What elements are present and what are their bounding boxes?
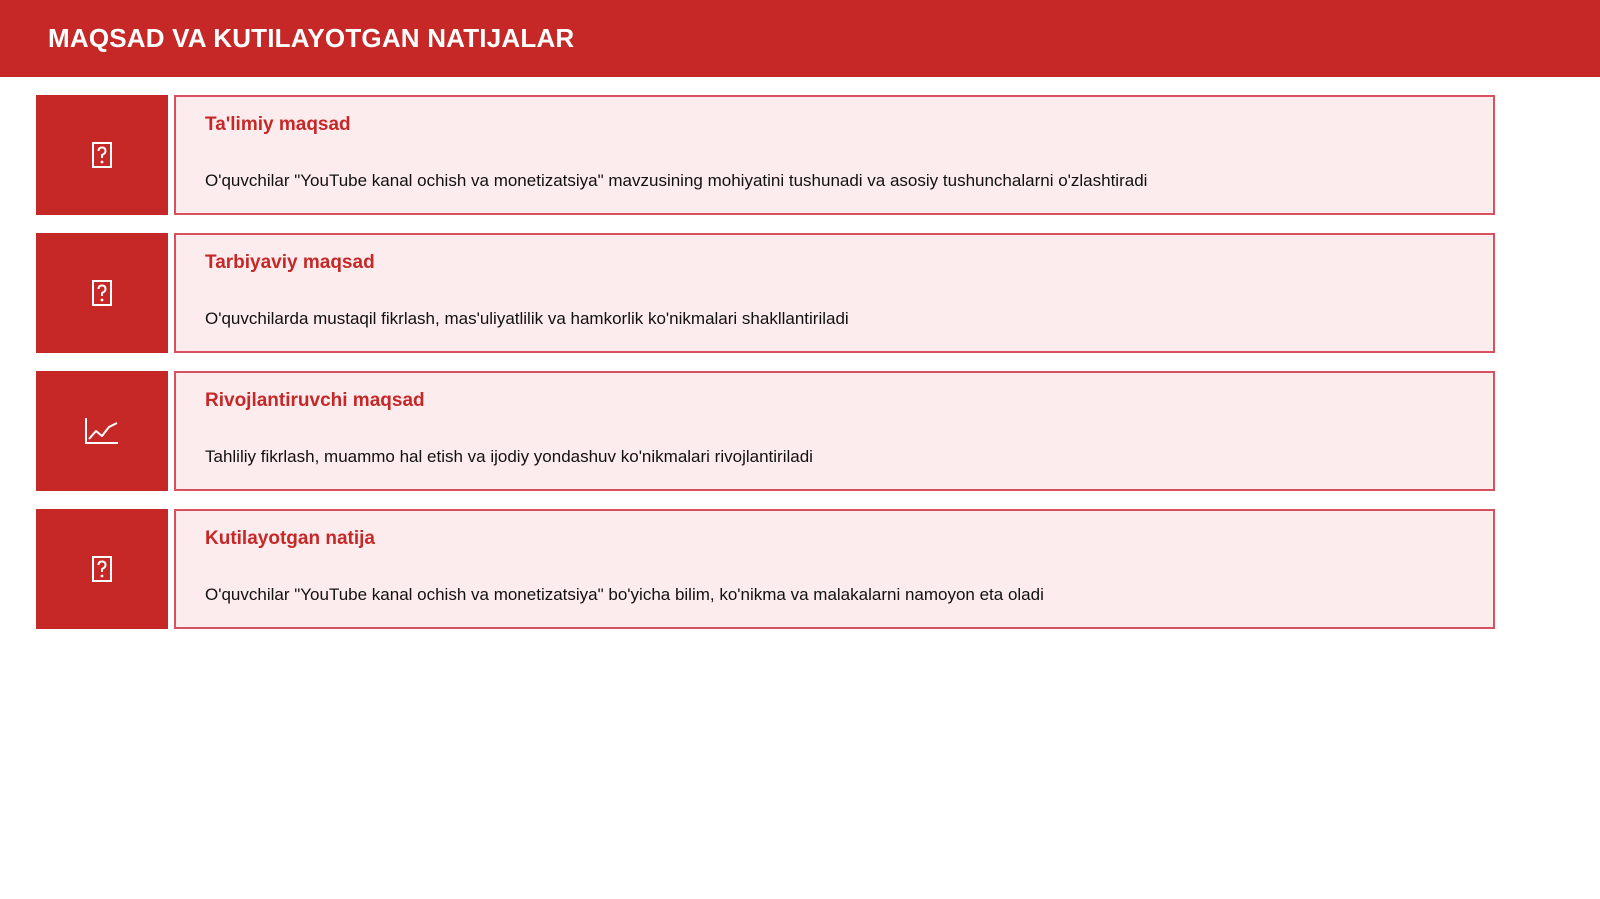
goal-description: Tahliliy fikrlash, muammo hal etish va ijodiy yondashuv ko'nikmalari rivojlantiriladi bbox=[205, 447, 813, 466]
goal-card bbox=[174, 233, 1495, 353]
goal-row-educational bbox=[36, 95, 1495, 215]
goal-row-upbringing bbox=[36, 233, 1495, 353]
goal-description: O'quvchilar "YouTube kanal ochish va monetizatsiya" mavzusining mohiyatini tushunadi va asosiy tushunchalarni o'zlashtiradi bbox=[205, 171, 1148, 190]
goal-icon-box bbox=[36, 233, 168, 353]
line-chart-icon bbox=[84, 416, 120, 446]
goal-description: O'quvchilarda mustaqil fikrlash, mas'uliyatlilik va hamkorlik ko'nikmalari shakllantiriladi bbox=[205, 309, 849, 328]
missing-glyph-icon bbox=[91, 555, 113, 583]
goal-card bbox=[174, 371, 1495, 491]
goal-title: Ta'limiy maqsad bbox=[205, 114, 351, 135]
goal-icon-box bbox=[36, 371, 168, 491]
goal-title: Kutilayotgan natija bbox=[205, 528, 375, 549]
goal-row-expected-result bbox=[36, 509, 1495, 629]
goal-row-developmental bbox=[36, 371, 1495, 491]
goal-icon-box bbox=[36, 509, 168, 629]
goal-title: Tarbiyaviy maqsad bbox=[205, 252, 375, 273]
goal-card bbox=[174, 509, 1495, 629]
page-title: MAQSAD VA KUTILAYOTGAN NATIJALAR bbox=[48, 23, 575, 53]
goal-description: O'quvchilar "YouTube kanal ochish va monetizatsiya" bo'yicha bilim, ko'nikma va malakalarni namoyon eta oladi bbox=[205, 585, 1044, 604]
goal-icon-box bbox=[36, 95, 168, 215]
header-bar bbox=[0, 0, 1600, 77]
missing-glyph-icon bbox=[91, 141, 113, 169]
goals-list bbox=[36, 95, 1495, 647]
goal-card bbox=[174, 95, 1495, 215]
goal-title: Rivojlantiruvchi maqsad bbox=[205, 390, 425, 411]
missing-glyph-icon bbox=[91, 279, 113, 307]
